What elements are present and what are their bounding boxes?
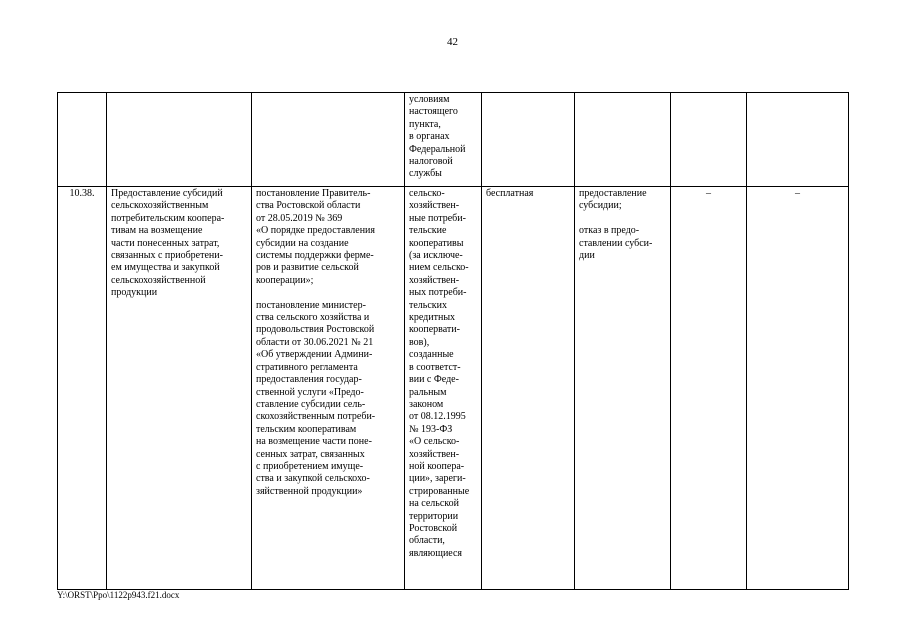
table-cell [671,93,747,187]
table-cell [747,187,849,590]
table-cell [575,93,671,187]
dash-value: – [795,188,800,199]
legal-basis: постановление Правитель- ства Ростовской области от 28.05.2019 № 369 «О порядке предоставления субсидии на создание системы поддержки ферме- ров и развитие сельской кооперации»; постановление министер- ства сельского хозяйства и продовольствия Ростовской области от 30.06.2021 № 21 «Об утверждении Админи- стративного регламента предоставления государ- ственной услуги «Предо- ставление субсидии сель- скохозяйственным потреби- тельским кооперативам на возмещение части поне- сенных затрат, связанных с приобретением имуще- ства и закупкой сельскохо- зяйственной продукции» [256,188,376,497]
table-cell [107,93,252,187]
table-row-continued [58,93,849,187]
service-name: Предоставление субсидий сельскохозяйственным потребительским коопера- тивам на возмещение части понесенных затрат, связанных с приобретени- ем имущества и закупкой сельскохозяйственной продукции [111,188,225,299]
file-path-footer: Y:\ORST\Ppo\1122p943.f21.docx [57,590,180,600]
table-cell [747,93,849,187]
table-cell [482,187,575,590]
service-result: предоставление субсидии; отказ в предо- ставлении субси- дии [579,188,653,262]
services-table [57,92,849,590]
page-number: 42 [447,36,458,48]
table-cell [58,93,107,187]
table-cell [252,187,405,590]
table-cell [671,187,747,590]
table-cell [252,93,405,187]
dash-value: – [706,188,711,199]
table-cell [575,187,671,590]
table-cell [405,93,482,187]
recipients-continued-text: условиям настоящего пункта, в органах Федеральной налоговой службы [409,94,466,180]
payment-terms: бесплатная [486,188,534,199]
table-cell [107,187,252,590]
table-cell [482,93,575,187]
table-cell [405,187,482,590]
row-number: 10.38. [69,188,95,199]
table-row-10-38 [58,187,849,590]
recipients: сельско- хозяйствен- ные потреби- тельские кооперативы (за исключе- нием сельско- хозяйствен- ных потреби- тельских кредитных коопервати- вов), созданные в соответст- вии с Феде- ральным законом от 08.12.1995 № 193-ФЗ «О сельско- хозяйствен- ной коопера- ции», зареги- стрированные на сельской территории Ростовской области, являющиеся [409,188,470,559]
table-cell [58,187,107,590]
